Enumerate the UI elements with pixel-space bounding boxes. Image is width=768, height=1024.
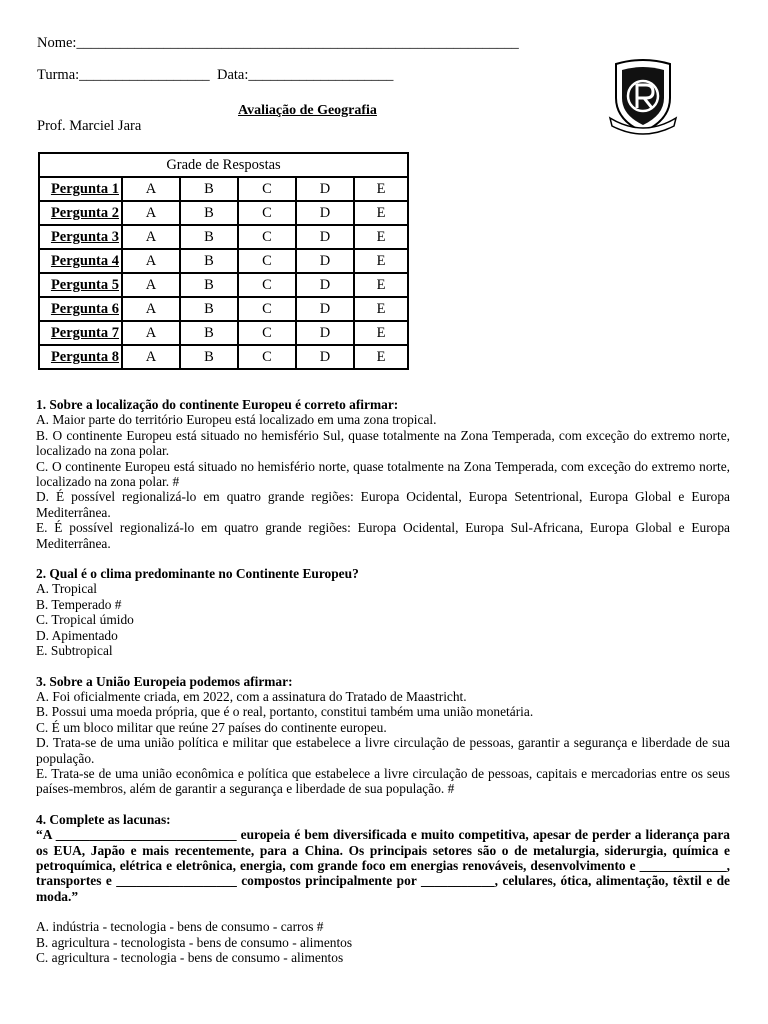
option-a[interactable]: A	[122, 177, 180, 201]
answer-option: A. indústria - tecnologia - bens de consumo - carros #	[36, 919, 324, 935]
answer-option: D. Trata-se de uma união política e militar que estabelece a livre circulação de pessoas, garantir a segurança e liberdade de sua população.	[36, 735, 730, 766]
question-title: 3. Sobre a União Europeia podemos afirmar:	[36, 673, 293, 689]
school-crest-logo	[608, 58, 678, 138]
answer-option: A. Foi oficialmente criada, em 2022, com a assinatura do Tratado de Maastricht.	[36, 688, 467, 704]
option-b[interactable]: B	[180, 249, 238, 273]
option-e[interactable]: E	[354, 249, 408, 273]
question-4	[36, 812, 730, 966]
option-e[interactable]: E	[354, 273, 408, 297]
answer-option: E. Subtropical	[36, 643, 113, 659]
option-b[interactable]: B	[180, 177, 238, 201]
question-label: Pergunta 6	[39, 297, 122, 321]
name-field: Nome:_____________________________________________________________	[37, 35, 519, 51]
answer-grid-row	[39, 345, 408, 369]
answer-grid-caption: Grade de Respostas	[39, 153, 408, 177]
answer-grid	[38, 152, 409, 370]
option-d[interactable]: D	[296, 273, 354, 297]
answer-grid-row	[39, 201, 408, 225]
answer-option: D. É possível regionalizá-lo em quatro grande regiões: Europa Ocidental, Europa Setentrional, Europa Global e Europa Mediterrânea.	[36, 489, 730, 520]
option-a[interactable]: A	[122, 249, 180, 273]
question-label: Pergunta 4	[39, 249, 122, 273]
question-label: Pergunta 3	[39, 225, 122, 249]
answer-grid-row	[39, 297, 408, 321]
option-c[interactable]: C	[238, 345, 296, 369]
question-1	[36, 397, 730, 551]
option-b[interactable]: B	[180, 297, 238, 321]
answer-grid-row	[39, 177, 408, 201]
answer-option: C. agricultura - tecnologia - bens de consumo - alimentos	[36, 950, 344, 965]
option-c[interactable]: C	[238, 201, 296, 225]
question-title: 4. Complete as lacunas:	[36, 811, 171, 827]
option-e[interactable]: E	[354, 345, 408, 369]
answer-option: B. Possui uma moeda própria, que é o real, portanto, constitui também uma união monetária.	[36, 704, 534, 720]
answer-option: E. É possível regionalizá-lo em quatro grande regiões: Europa Ocidental, Europa Sul-Africana, Europa Global e Europa Mediterrânea.	[36, 520, 730, 551]
option-a[interactable]: A	[122, 201, 180, 225]
option-c[interactable]: C	[238, 297, 296, 321]
question-label: Pergunta 2	[39, 201, 122, 225]
answer-option: C. O continente Europeu está situado no hemisfério norte, quase totalmente na Zona Temperada, com exceção do extremo norte, localizado na zona polar. #	[36, 458, 730, 490]
answer-option: A. Tropical	[36, 581, 98, 597]
class-field: Turma:__________________	[37, 67, 210, 83]
fill-in-passage: “A ___________________________ europeia é bem diversificada e muito competitiva, apesar de perder a liderança para os EUA, Japão e mais recentemente, para a China. Os principais setores são o de metalurgia, siderurgia, química e petroquímica, elétrica e eletrônica, energia, com grande foco em energias renováveis, desenvolvimento e _____________, transportes e __________________ compostos principalmente por ___________, celulares, ótica, alimentação, têxtil e de moda.”	[36, 827, 730, 904]
answer-grid-row	[39, 225, 408, 249]
option-e[interactable]: E	[354, 225, 408, 249]
question-title: 2. Qual é o clima predominante no Continente Europeu?	[36, 566, 359, 582]
answer-option: B. agricultura - tecnologista - bens de consumo - alimentos	[36, 934, 353, 950]
answer-grid-row	[39, 273, 408, 297]
option-d[interactable]: D	[296, 201, 354, 225]
answer-option: D. Apimentado	[36, 627, 118, 643]
page-title: Avaliação de Geografia	[238, 103, 377, 118]
option-d[interactable]: D	[296, 345, 354, 369]
option-b[interactable]: B	[180, 345, 238, 369]
question-3	[36, 674, 730, 797]
option-d[interactable]: D	[296, 249, 354, 273]
option-c[interactable]: C	[238, 321, 296, 345]
option-e[interactable]: E	[354, 201, 408, 225]
date-field: Data:____________________	[217, 67, 394, 83]
option-b[interactable]: B	[180, 225, 238, 249]
professor-name: Prof. Marciel Jara	[37, 118, 142, 134]
option-a[interactable]: A	[122, 273, 180, 297]
option-b[interactable]: B	[180, 321, 238, 345]
option-a[interactable]: A	[122, 321, 180, 345]
question-2	[36, 566, 730, 658]
answer-grid-row	[39, 321, 408, 345]
option-c[interactable]: C	[238, 225, 296, 249]
option-a[interactable]: A	[122, 297, 180, 321]
option-c[interactable]: C	[238, 273, 296, 297]
option-d[interactable]: D	[296, 297, 354, 321]
option-d[interactable]: D	[296, 225, 354, 249]
answer-option: A. Maior parte do território Europeu está localizado em uma zona tropical.	[36, 412, 437, 428]
answer-option: B. O continente Europeu está situado no hemisfério Sul, quase totalmente na Zona Temperada, com exceção do extremo norte, localizado na zona polar.	[36, 427, 730, 459]
question-label: Pergunta 1	[39, 177, 122, 201]
option-e[interactable]: E	[354, 177, 408, 201]
option-a[interactable]: A	[122, 225, 180, 249]
answer-grid-row	[39, 249, 408, 273]
option-e[interactable]: E	[354, 321, 408, 345]
option-c[interactable]: C	[238, 177, 296, 201]
question-label: Pergunta 7	[39, 321, 122, 345]
question-title: 1. Sobre a localização do continente Europeu é correto afirmar:	[36, 397, 399, 412]
answer-option: E. Trata-se de uma união econômica e política que estabelece a livre circulação de pessoas, capitais e mercadorias entre os seus países-membros, além de garantir a segurança e liberdade de sua população. #	[36, 765, 730, 797]
option-d[interactable]: D	[296, 177, 354, 201]
questions-section	[36, 397, 730, 980]
option-b[interactable]: B	[180, 201, 238, 225]
answer-option: B. Temperado #	[36, 596, 122, 612]
option-d[interactable]: D	[296, 321, 354, 345]
answer-option: C. É um bloco militar que reúne 27 países do continente europeu.	[36, 719, 387, 735]
option-a[interactable]: A	[122, 345, 180, 369]
option-c[interactable]: C	[238, 249, 296, 273]
option-e[interactable]: E	[354, 297, 408, 321]
question-label: Pergunta 8	[39, 345, 122, 369]
answer-option: C. Tropical úmido	[36, 612, 134, 628]
question-label: Pergunta 5	[39, 273, 122, 297]
option-b[interactable]: B	[180, 273, 238, 297]
